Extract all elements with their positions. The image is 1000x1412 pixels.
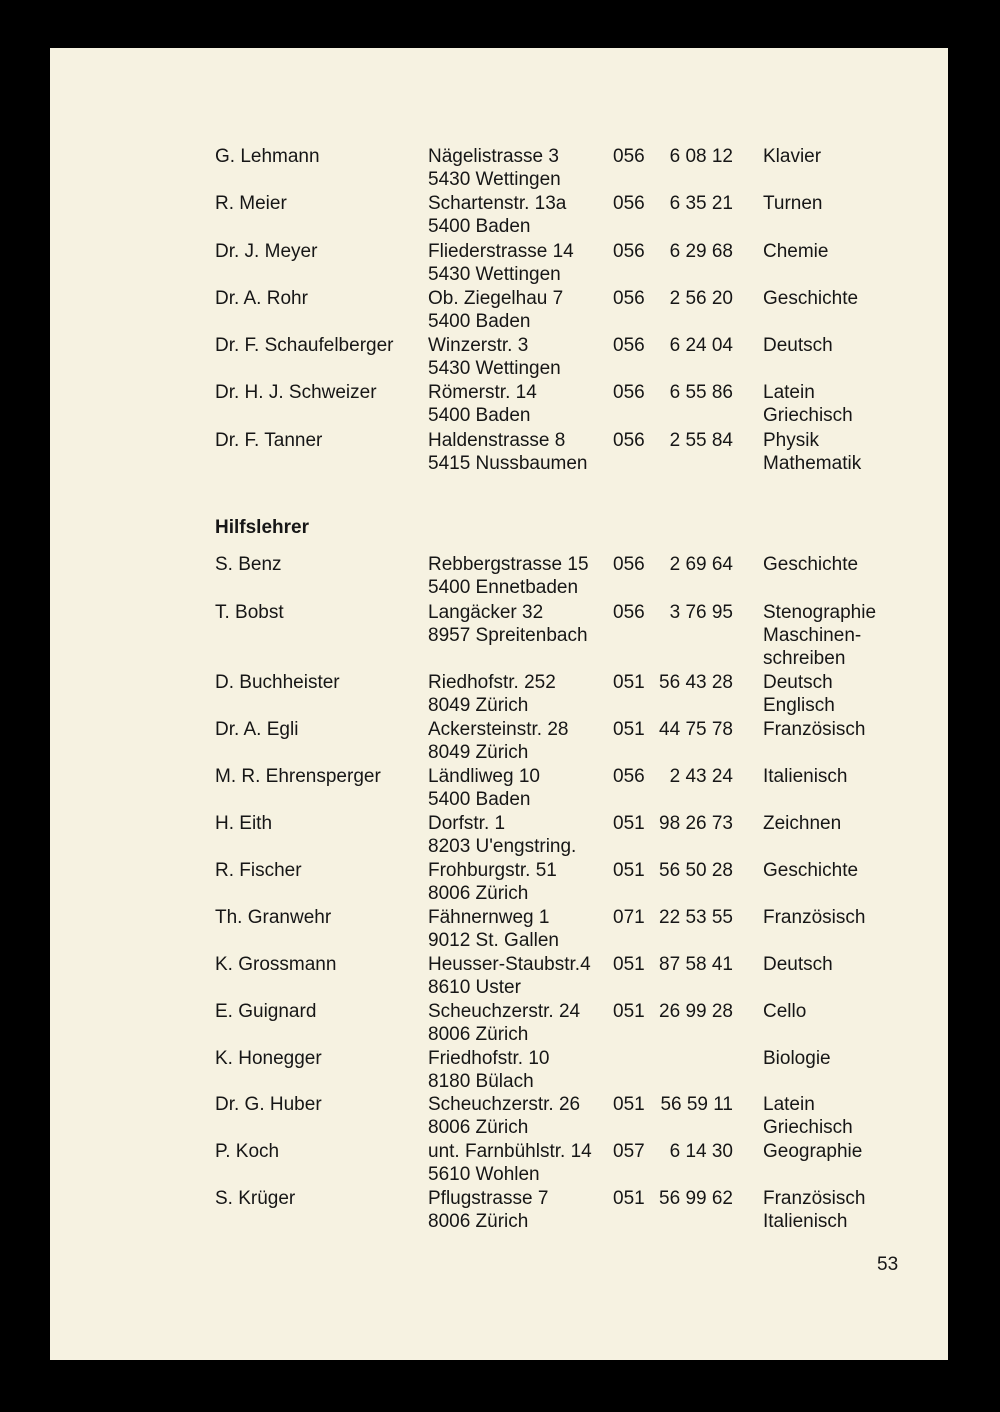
teacher-subject: Physik bbox=[763, 430, 819, 451]
assistant-city: 5400 Baden bbox=[428, 789, 531, 810]
assistant-subject: Geschichte bbox=[763, 554, 859, 575]
assistant-name: R. Fischer bbox=[215, 860, 302, 881]
assistant-street: Frohburgstr. 51 bbox=[428, 860, 557, 881]
teacher-subject: Turnen bbox=[763, 193, 823, 214]
teacher-phone: 6 08 12 bbox=[669, 146, 733, 167]
assistant-subject: Griechisch bbox=[763, 1117, 853, 1138]
assistant-subject: Französisch bbox=[763, 719, 866, 740]
document-page bbox=[50, 48, 948, 1360]
assistant-name: Th. Granwehr bbox=[215, 907, 332, 928]
assistant-street: Scheuchzerstr. 26 bbox=[428, 1094, 581, 1115]
assistant-name: M. R. Ehrensperger bbox=[215, 766, 381, 787]
teacher-subject: Deutsch bbox=[763, 335, 833, 356]
assistant-phone: 56 50 28 bbox=[659, 860, 733, 881]
teacher-phone: 6 55 86 bbox=[669, 382, 733, 403]
teacher-city: 5415 Nussbaumen bbox=[428, 453, 588, 474]
assistant-area-code: 071 bbox=[613, 907, 645, 928]
assistant-area-code: 056 bbox=[613, 766, 645, 787]
assistant-street: Riedhofstr. 252 bbox=[428, 672, 556, 693]
assistant-area-code: 057 bbox=[613, 1141, 645, 1162]
assistant-phone: 3 76 95 bbox=[669, 602, 733, 623]
assistant-phone: 2 69 64 bbox=[669, 554, 733, 575]
assistant-area-code: 051 bbox=[613, 1094, 645, 1115]
teacher-area-code: 056 bbox=[613, 146, 645, 167]
assistant-subject: Latein bbox=[763, 1094, 815, 1115]
assistant-subject: Biologie bbox=[763, 1048, 831, 1069]
assistant-name: S. Benz bbox=[215, 554, 282, 575]
assistant-name: Dr. A. Egli bbox=[215, 719, 299, 740]
assistant-city: 8006 Zürich bbox=[428, 1211, 529, 1232]
teacher-city: 5400 Baden bbox=[428, 405, 531, 426]
assistant-street: Rebbergstrasse 15 bbox=[428, 554, 589, 575]
assistant-subject: Maschinen- bbox=[763, 625, 862, 646]
teacher-name: Dr. J. Meyer bbox=[215, 241, 318, 262]
teacher-subject: Chemie bbox=[763, 241, 829, 262]
assistant-city: 8049 Zürich bbox=[428, 695, 529, 716]
assistant-subject: Französisch bbox=[763, 907, 866, 928]
assistant-street: Dorfstr. 1 bbox=[428, 813, 506, 834]
assistant-street: Langäcker 32 bbox=[428, 602, 544, 623]
assistant-street: Scheuchzerstr. 24 bbox=[428, 1001, 581, 1022]
teacher-name: Dr. H. J. Schweizer bbox=[215, 382, 377, 403]
teacher-phone: 6 35 21 bbox=[669, 193, 733, 214]
assistant-city: 8610 Uster bbox=[428, 977, 521, 998]
assistant-area-code: 051 bbox=[613, 719, 645, 740]
assistant-subject: Geographie bbox=[763, 1141, 863, 1162]
assistant-phone: 56 43 28 bbox=[659, 672, 733, 693]
assistant-subject: Geschichte bbox=[763, 860, 859, 881]
assistant-name: E. Guignard bbox=[215, 1001, 317, 1022]
assistant-subject: Stenographie bbox=[763, 602, 877, 623]
assistant-street: Friedhofstr. 10 bbox=[428, 1048, 550, 1069]
teacher-phone: 2 55 84 bbox=[669, 430, 733, 451]
assistant-street: Ländliweg 10 bbox=[428, 766, 540, 787]
teacher-city: 5400 Baden bbox=[428, 216, 531, 237]
assistant-street: Pflugstrasse 7 bbox=[428, 1188, 549, 1209]
assistant-street: Heusser-Staubstr.4 bbox=[428, 954, 591, 975]
assistant-phone: 6 14 30 bbox=[669, 1141, 733, 1162]
teacher-street: Fliederstrasse 14 bbox=[428, 241, 574, 262]
assistant-area-code: 051 bbox=[613, 1001, 645, 1022]
assistant-area-code: 056 bbox=[613, 554, 645, 575]
assistant-area-code: 051 bbox=[613, 860, 645, 881]
assistant-subject: Deutsch bbox=[763, 672, 833, 693]
teacher-name: R. Meier bbox=[215, 193, 287, 214]
teacher-street: Winzerstr. 3 bbox=[428, 335, 529, 356]
assistant-subject: Italienisch bbox=[763, 766, 848, 787]
assistant-subject: Englisch bbox=[763, 695, 835, 716]
teacher-name: Dr. F. Schaufelberger bbox=[215, 335, 394, 356]
assistant-city: 5610 Wohlen bbox=[428, 1164, 540, 1185]
teacher-subject: Mathematik bbox=[763, 453, 862, 474]
teacher-phone: 6 24 04 bbox=[669, 335, 733, 356]
teacher-area-code: 056 bbox=[613, 430, 645, 451]
teacher-street: Nägelistrasse 3 bbox=[428, 146, 559, 167]
assistant-name: K. Honegger bbox=[215, 1048, 322, 1069]
teacher-subject: Latein bbox=[763, 382, 815, 403]
assistant-area-code: 056 bbox=[613, 602, 645, 623]
section-heading: Hilfslehrer bbox=[215, 517, 309, 538]
teacher-street: Ob. Ziegelhau 7 bbox=[428, 288, 564, 309]
assistant-name: Dr. G. Huber bbox=[215, 1094, 322, 1115]
teacher-area-code: 056 bbox=[613, 382, 645, 403]
teacher-subject: Griechisch bbox=[763, 405, 853, 426]
assistant-subject: Zeichnen bbox=[763, 813, 842, 834]
assistant-city: 5400 Ennetbaden bbox=[428, 577, 579, 598]
teacher-area-code: 056 bbox=[613, 335, 645, 356]
teacher-city: 5430 Wettingen bbox=[428, 358, 561, 379]
assistant-street: Fähnernweg 1 bbox=[428, 907, 550, 928]
assistant-subject: Französisch bbox=[763, 1188, 866, 1209]
page-number: 53 bbox=[877, 1254, 899, 1275]
assistant-phone: 44 75 78 bbox=[659, 719, 733, 740]
assistant-city: 8049 Zürich bbox=[428, 742, 529, 763]
teacher-city: 5430 Wettingen bbox=[428, 264, 561, 285]
assistant-city: 8203 U'engstring. bbox=[428, 836, 577, 857]
assistant-name: D. Buchheister bbox=[215, 672, 340, 693]
assistant-name: T. Bobst bbox=[215, 602, 284, 623]
teacher-name: Dr. A. Rohr bbox=[215, 288, 308, 309]
assistant-area-code: 051 bbox=[613, 1188, 645, 1209]
assistant-name: S. Krüger bbox=[215, 1188, 296, 1209]
teacher-street: Haldenstrasse 8 bbox=[428, 430, 566, 451]
assistant-area-code: 051 bbox=[613, 672, 645, 693]
assistant-street: unt. Farnbühlstr. 14 bbox=[428, 1141, 592, 1162]
assistant-subject: Italienisch bbox=[763, 1211, 848, 1232]
assistant-city: 8180 Bülach bbox=[428, 1071, 534, 1092]
assistant-phone: 56 99 62 bbox=[659, 1188, 733, 1209]
assistant-name: K. Grossmann bbox=[215, 954, 337, 975]
assistant-city: 8006 Zürich bbox=[428, 1024, 529, 1045]
assistant-name: P. Koch bbox=[215, 1141, 280, 1162]
assistant-street: Ackersteinstr. 28 bbox=[428, 719, 569, 740]
assistant-phone: 2 43 24 bbox=[669, 766, 733, 787]
assistant-subject: Cello bbox=[763, 1001, 807, 1022]
teacher-area-code: 056 bbox=[613, 288, 645, 309]
assistant-area-code: 051 bbox=[613, 954, 645, 975]
teacher-city: 5430 Wettingen bbox=[428, 169, 561, 190]
assistant-name: H. Eith bbox=[215, 813, 273, 834]
teacher-street: Römerstr. 14 bbox=[428, 382, 537, 403]
assistant-city: 8006 Zürich bbox=[428, 883, 529, 904]
assistant-subject: Deutsch bbox=[763, 954, 833, 975]
assistant-city: 9012 St. Gallen bbox=[428, 930, 559, 951]
assistant-phone: 98 26 73 bbox=[659, 813, 733, 834]
teacher-area-code: 056 bbox=[613, 193, 645, 214]
teacher-name: G. Lehmann bbox=[215, 146, 320, 167]
teacher-subject: Klavier bbox=[763, 146, 822, 167]
teacher-phone: 6 29 68 bbox=[669, 241, 733, 262]
teacher-phone: 2 56 20 bbox=[669, 288, 733, 309]
assistant-phone: 87 58 41 bbox=[659, 954, 733, 975]
assistant-phone: 56 59 11 bbox=[660, 1094, 733, 1115]
assistant-area-code: 051 bbox=[613, 813, 645, 834]
assistant-subject: schreiben bbox=[763, 648, 846, 669]
assistant-city: 8957 Spreitenbach bbox=[428, 625, 588, 646]
assistant-phone: 26 99 28 bbox=[659, 1001, 733, 1022]
teacher-area-code: 056 bbox=[613, 241, 645, 262]
assistant-phone: 22 53 55 bbox=[659, 907, 733, 928]
teacher-subject: Geschichte bbox=[763, 288, 859, 309]
teacher-city: 5400 Baden bbox=[428, 311, 531, 332]
teacher-name: Dr. F. Tanner bbox=[215, 430, 323, 451]
assistant-city: 8006 Zürich bbox=[428, 1117, 529, 1138]
teacher-street: Schartenstr. 13a bbox=[428, 193, 567, 214]
